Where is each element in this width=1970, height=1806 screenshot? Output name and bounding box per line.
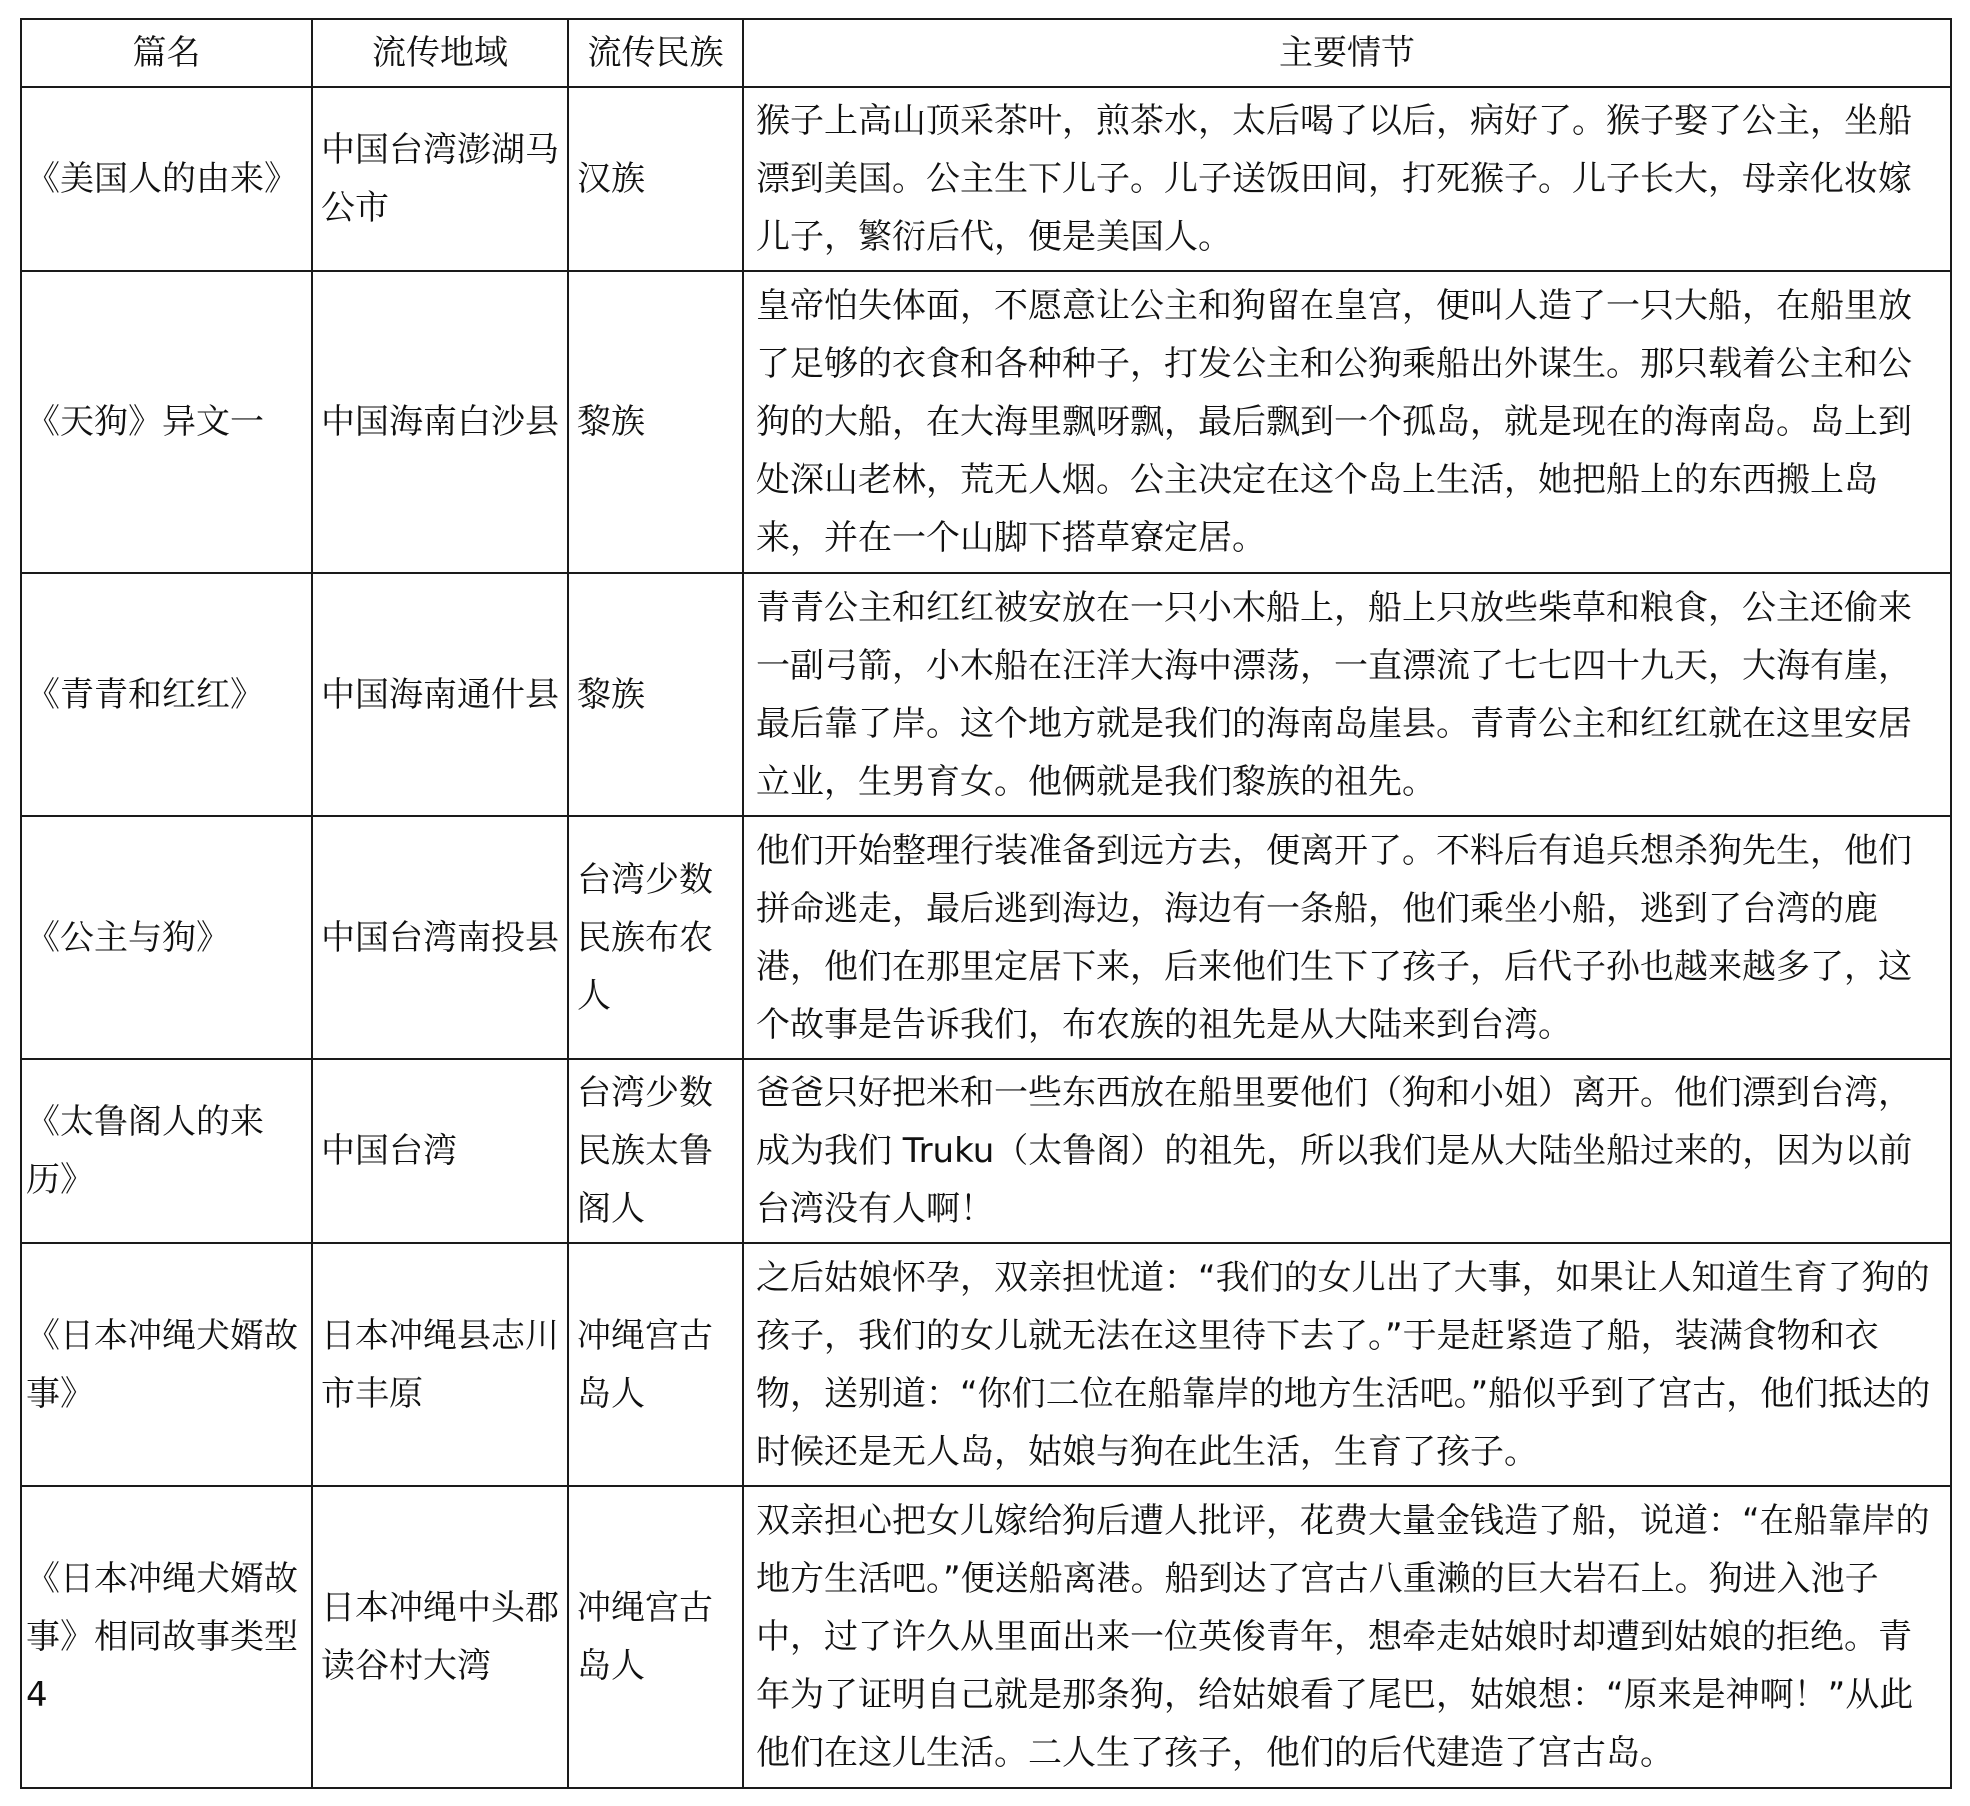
table-row (21, 1243, 1951, 1486)
cell-plot: 双亲担心把女儿嫁给狗后遭人批评，花费大量金钱造了船，说道：“在船靠岸的地方生活吧。”便送船离港。船到达了宫古八重濑的巨大岩石上。狗进入池子中，过了许久从里面出来一位英俊青年，想牵走姑娘时却遭到姑娘的拒绝。青年为了证明自己就是那条狗，给姑娘看了尾巴，姑娘想：“原来是神啊！”从此他们在这儿生活。二人生了孩子，他们的后代建造了宫古岛。 (743, 1486, 1951, 1788)
header-ethnicity: 流传民族 (568, 19, 743, 87)
cell-ethnicity: 黎族 (568, 271, 743, 573)
table-row (21, 1486, 1951, 1788)
cell-plot: 皇帝怕失体面，不愿意让公主和狗留在皇宫，便叫人造了一只大船，在船里放了足够的衣食和各种种子，打发公主和公狗乘船出外谋生。那只载着公主和公狗的大船，在大海里飘呀飘，最后飘到一个孤岛，就是现在的海南岛。岛上到处深山老林，荒无人烟。公主决定在这个岛上生活，她把船上的东西搬上岛来，并在一个山脚下搭草寮定居。 (743, 271, 1951, 573)
cell-title: 《公主与狗》 (21, 816, 312, 1059)
table-row (21, 573, 1951, 816)
cell-plot: 之后姑娘怀孕，双亲担忧道：“我们的女儿出了大事，如果让人知道生育了狗的孩子，我们的女儿就无法在这里待下去了。”于是赶紧造了船，装满食物和衣物，送别道：“你们二位在船靠岸的地方生活吧。”船似乎到了宫古，他们抵达的时候还是无人岛，姑娘与狗在此生活，生育了孩子。 (743, 1243, 1951, 1486)
cell-region: 中国台湾南投县 (312, 816, 568, 1059)
cell-region: 中国海南通什县 (312, 573, 568, 816)
table-row (21, 87, 1951, 271)
cell-ethnicity: 黎族 (568, 573, 743, 816)
header-plot: 主要情节 (743, 19, 1951, 87)
table-row (21, 271, 1951, 573)
cell-plot: 青青公主和红红被安放在一只小木船上，船上只放些柴草和粮食，公主还偷来一副弓箭，小木船在汪洋大海中漂荡，一直漂流了七七四十九天，大海有崖，最后靠了岸。这个地方就是我们的海南岛崖县。青青公主和红红就在这里安居立业，生男育女。他俩就是我们黎族的祖先。 (743, 573, 1951, 816)
cell-plot: 他们开始整理行装准备到远方去，便离开了。不料后有追兵想杀狗先生，他们拼命逃走，最后逃到海边，海边有一条船，他们乘坐小船，逃到了台湾的鹿港，他们在那里定居下来，后来他们生下了孩子，后代子孙也越来越多了，这个故事是告诉我们，布农族的祖先是从大陆来到台湾。 (743, 816, 1951, 1059)
cell-title: 《天狗》异文一 (21, 271, 312, 573)
header-region: 流传地域 (312, 19, 568, 87)
cell-region: 中国海南白沙县 (312, 271, 568, 573)
table-row (21, 1059, 1951, 1243)
header-row (21, 19, 1951, 87)
cell-title: 《日本冲绳犬婿故事》 (21, 1243, 312, 1486)
cell-title: 《日本冲绳犬婿故事》相同故事类型 4 (21, 1486, 312, 1788)
story-comparison-table (20, 18, 1952, 1789)
cell-region: 中国台湾澎湖马公市 (312, 87, 568, 271)
cell-ethnicity: 冲绳宫古岛人 (568, 1486, 743, 1788)
cell-ethnicity: 台湾少数民族布农人 (568, 816, 743, 1059)
cell-plot: 猴子上高山顶采茶叶，煎茶水，太后喝了以后，病好了。猴子娶了公主，坐船漂到美国。公主生下儿子。儿子送饭田间，打死猴子。儿子长大，母亲化妆嫁儿子，繁衍后代，便是美国人。 (743, 87, 1951, 271)
cell-plot: 爸爸只好把米和一些东西放在船里要他们（狗和小姐）离开。他们漂到台湾，成为我们 Truku（太鲁阁）的祖先，所以我们是从大陆坐船过来的，因为以前台湾没有人啊！ (743, 1059, 1951, 1243)
cell-title: 《美国人的由来》 (21, 87, 312, 271)
cell-ethnicity: 汉族 (568, 87, 743, 271)
cell-title: 《青青和红红》 (21, 573, 312, 816)
cell-region: 日本冲绳县志川市丰原 (312, 1243, 568, 1486)
header-title: 篇名 (21, 19, 312, 87)
cell-title: 《太鲁阁人的来历》 (21, 1059, 312, 1243)
cell-region: 中国台湾 (312, 1059, 568, 1243)
cell-region: 日本冲绳中头郡读谷村大湾 (312, 1486, 568, 1788)
cell-ethnicity: 冲绳宫古岛人 (568, 1243, 743, 1486)
cell-ethnicity: 台湾少数民族太鲁阁人 (568, 1059, 743, 1243)
table-row (21, 816, 1951, 1059)
